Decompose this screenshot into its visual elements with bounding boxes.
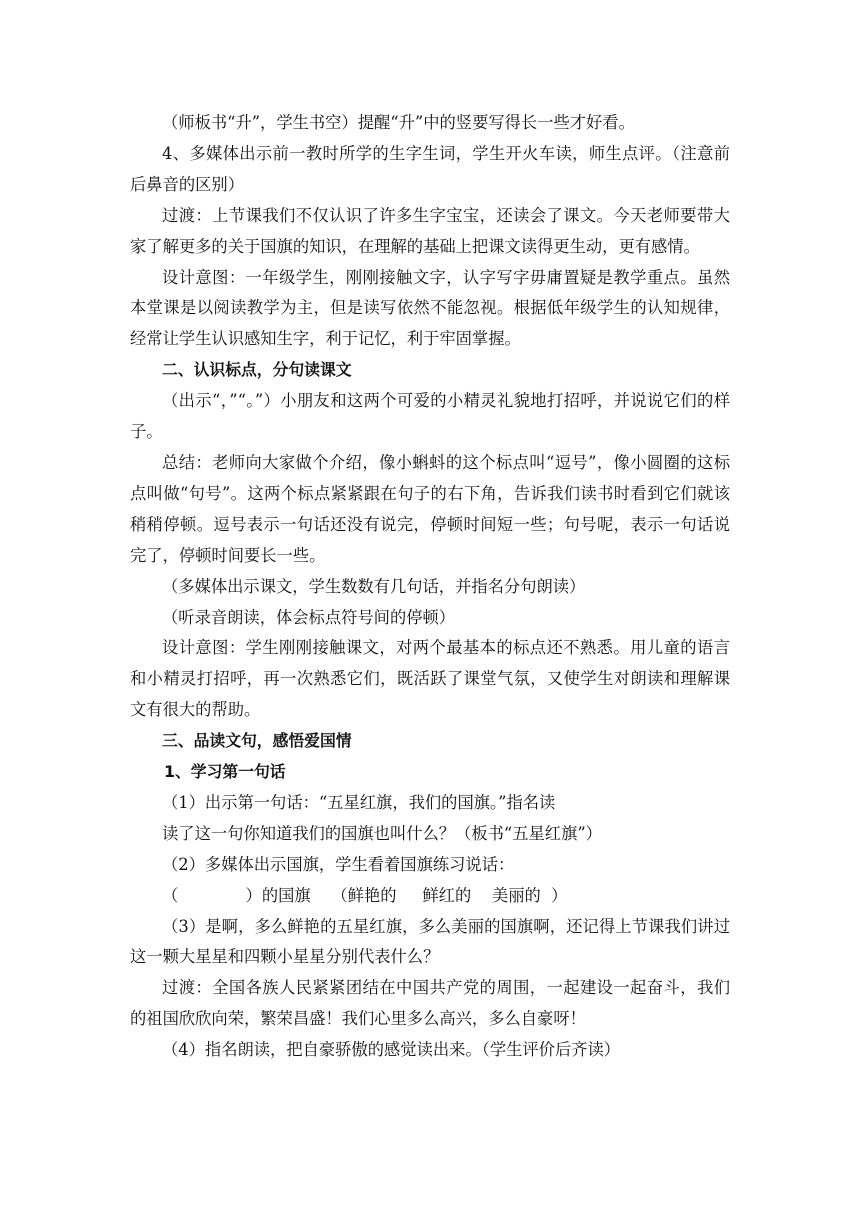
paragraph: 设计意图：学生刚刚接触课文，对两个最基本的标点还不熟悉。用儿童的语言和小精灵打招呼，再一次熟悉它们，既活跃了课堂气氛，又使学生对朗读和理解课文有很大的帮助。 bbox=[130, 638, 730, 720]
paragraph: （2）多媒体出示国旗，学生看着国旗练习说话： bbox=[162, 854, 515, 874]
paragraph: 总结：老师向大家做个介绍，像小蝌蚪的这个标点叫“逗号”，像小圆圈的这标点叫做“句号”。这两个标点紧紧跟在句子的右下角，告诉我们读书时看到它们就该稍稍停顿。逗号表示一句话还没有说完，停顿时间短一些；句号呢，表示一句话说完了，停顿时间要长一些。 bbox=[130, 452, 730, 565]
paragraph: （听录音朗读，体会标点符号间的停顿） bbox=[162, 607, 456, 627]
paragraph: 过渡：上节课我们不仅认识了许多生字宝宝，还读会了课文。今天老师要带大家了解更多的关于国旗的知识，在理解的基础上把课文读得更生动，更有感情。 bbox=[130, 205, 730, 256]
paragraph: （师板书“升”，学生书空）提醒“升”中的竖要写得长一些才好看。 bbox=[162, 113, 635, 132]
paragraph: （出示“，”“。”）小朋友和这两个可爱的小精灵礼貌地打招呼，并说说它们的样子。 bbox=[130, 391, 730, 442]
paragraph: （1）出示第一句话：“五星红旗，我们的国旗。”指名读 bbox=[162, 792, 556, 812]
document-body bbox=[130, 108, 730, 1066]
subsection-heading: 1、学习第一句话 bbox=[164, 762, 286, 782]
paragraph: 读了这一句你知道我们的国旗也叫什么？（板书“五星红旗”） bbox=[162, 823, 602, 843]
paragraph: 设计意图：一年级学生，刚刚接触文字，认字写字毋庸置疑是教学重点。虽然本堂课是以阅读教学为主，但是读写依然不能忽视。根据低年级学生的认知规律，经常让学生认识感知生字，利于记忆，利于牢固掌握。 bbox=[130, 267, 730, 349]
paragraph: 4、多媒体出示前一教时所学的生字生词，学生开火车读，师生点评。（注意前后鼻音的区别） bbox=[130, 143, 730, 194]
section-heading: 三、品读文句，感悟爱国情 bbox=[162, 731, 352, 751]
paragraph: （多媒体出示课文，学生数数有几句话，并指名分句朗读） bbox=[162, 576, 586, 596]
paragraph: （3）是啊，多么鲜艳的五星红旗，多么美丽的国旗啊，还记得上节课我们讲过这一颗大星星和四颗小星星分别代表什么？ bbox=[130, 916, 730, 967]
paragraph: 过渡：全国各族人民紧紧团结在中国共产党的周围，一起建设一起奋斗，我们的祖国欣欣向荣，繁荣昌盛！我们心里多么高兴，多么自豪呀！ bbox=[130, 978, 730, 1029]
fill-in-exercise: （ ）的国旗 （鲜艳的 鲜红的 美丽的 ） bbox=[162, 885, 568, 905]
section-heading: 二、认识标点，分句读课文 bbox=[162, 360, 352, 380]
paragraph: （4）指名朗读，把自豪骄傲的感觉读出来。（学生评价后齐读） bbox=[162, 1040, 621, 1060]
